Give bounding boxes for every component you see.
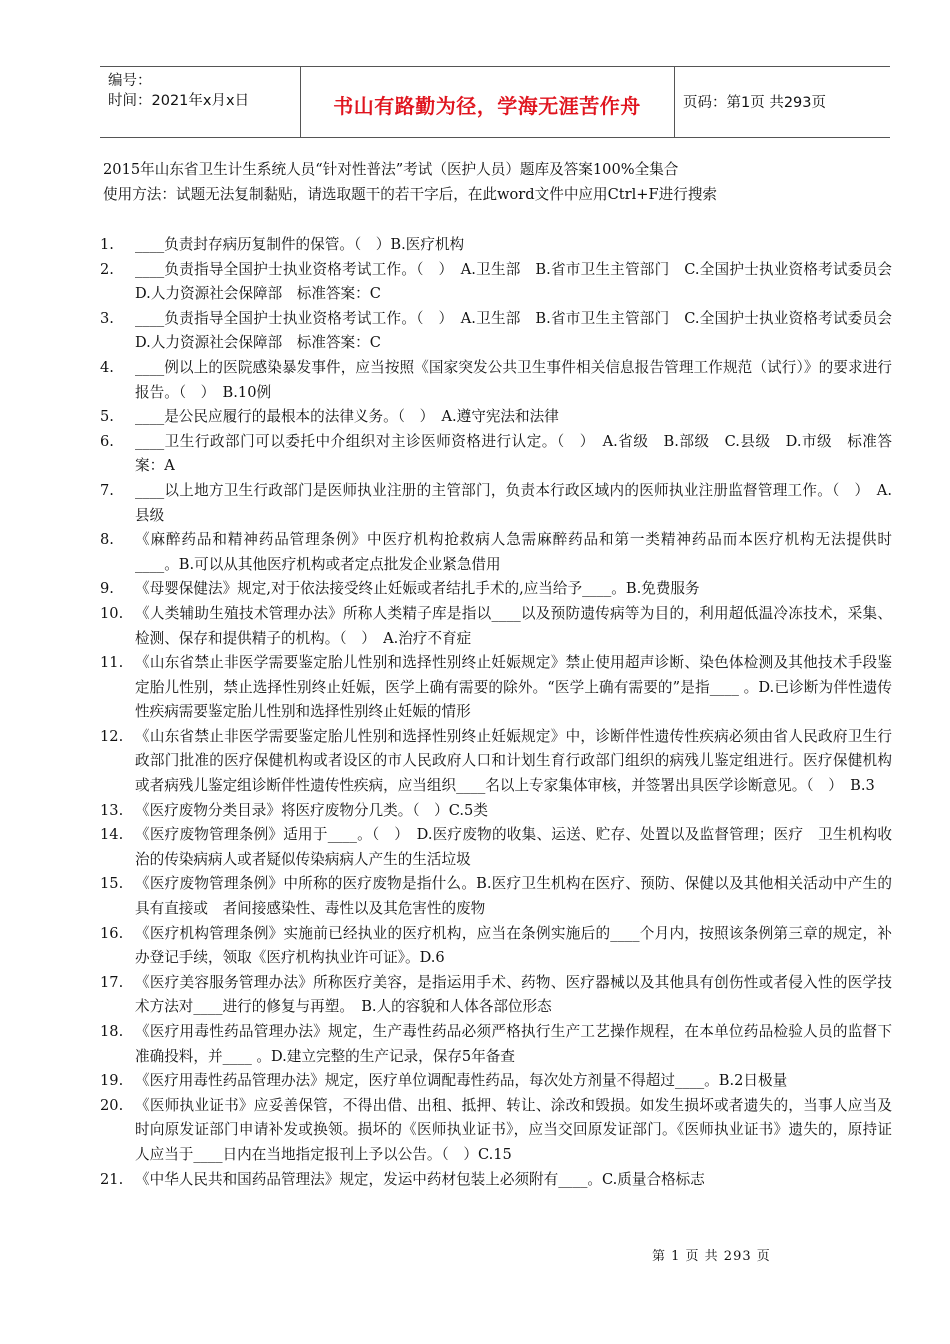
- question-number: 21.: [100, 1170, 124, 1188]
- list-item: [100, 1020, 892, 1069]
- question-number: 15.: [100, 875, 124, 893]
- list-item: [100, 1069, 892, 1094]
- document-number-label: 编号：: [108, 73, 152, 89]
- question-text: ____是公民应履行的最根本的法律义务。（ ） A.遵守宪法和法律: [135, 408, 559, 426]
- question-number: 7.: [100, 481, 114, 499]
- list-item: [100, 307, 907, 356]
- list-item: [100, 258, 907, 307]
- question-number: 6.: [100, 432, 114, 450]
- question-text: 《医疗废物分类目录》将医疗废物分几类。（ ）C.5类: [135, 801, 488, 819]
- question-number: 10.: [100, 604, 124, 622]
- document-time-label: 时间：2021年x月x日: [108, 93, 250, 109]
- list-item: [100, 405, 892, 430]
- list-item: [100, 1094, 892, 1168]
- list-item: [100, 823, 892, 872]
- list-item: [100, 799, 892, 824]
- list-item: [100, 872, 892, 921]
- question-number: 11.: [100, 654, 124, 672]
- question-text: 《母婴保健法》规定,对于依法接受终止妊娠或者结扎手术的,应当给予____。B.免费服务: [135, 580, 700, 598]
- question-number: 14.: [100, 826, 124, 844]
- header-motto-cell: [300, 67, 675, 137]
- question-text: 《人类辅助生殖技术管理办法》所称人类精子库是指以____以及预防遗传病等为目的，利用超低温冷冻技术，采集、检测、保存和提供精子的机构。（ ） A.治疗不育症: [135, 604, 892, 647]
- question-number: 1.: [100, 236, 114, 253]
- question-number: 12.: [100, 727, 124, 745]
- question-text: 《中华人民共和国药品管理法》规定，发运中药材包装上必须附有____。C.质量合格标志: [135, 1170, 705, 1188]
- question-number: 5.: [100, 408, 114, 426]
- question-text: 《麻醉药品和精神药品管理条例》中医疗机构抢救病人急需麻醉药品和第一类精神药品而本医疗机构无法提供时____。B.可以从其他医疗机构或者定点批发企业紧急借用: [135, 531, 892, 573]
- header-motto: 书山有路勤为径，学海无涯苦作舟: [333, 94, 641, 118]
- list-item: [100, 233, 892, 258]
- list-item: [100, 602, 892, 651]
- question-text: 《医疗用毒性药品管理办法》规定，医疗单位调配毒性药品，每次处方剂量不得超过____。B.2日极量: [135, 1072, 788, 1090]
- question-text: 《医疗美容服务管理办法》所称医疗美容，是指运用手术、药物、医疗器械以及其他具有创伤性或者侵入性的医学技术方法对____进行的修复与再塑。 B.人的容貌和人体各部位形态: [135, 973, 892, 1016]
- page-header: [100, 66, 890, 138]
- question-number: 13.: [100, 801, 124, 819]
- usage-instructions: 使用方法：试题无法复制黏贴，请选取题干的若干字后，在此word文件中应用Ctrl+F进行搜索: [103, 186, 718, 203]
- question-text: ____负责指导全国护士执业资格考试工作。（ ） A.卫生部 B.省市卫生主管部门 C.全国护士执业资格考试委员会 D.人力资源社会保障部 标准答案：C: [135, 309, 907, 352]
- question-text: 《医疗用毒性药品管理办法》规定，生产毒性药品必须严格执行生产工艺操作规程，在本单位药品检验人员的监督下准确投料，并____ 。D.建立完整的生产记录，保存5年备查: [135, 1023, 892, 1065]
- question-number: 9.: [100, 580, 114, 598]
- header-page-label: 页码：第1页 共293页: [683, 95, 827, 111]
- question-text: ____负责封存病历复制件的保管。（ ）B.医疗机构: [135, 236, 465, 253]
- header-meta: [100, 67, 301, 137]
- header-page-cell: [675, 67, 890, 137]
- question-text: ____卫生行政部门可以委托中介组织对主诊医师资格进行认定。（ ） A.省级 B.部级 C.县级 D.市级 标准答案：A: [135, 432, 892, 475]
- list-item: [100, 430, 892, 479]
- question-text: ____以上地方卫生行政部门是医师执业注册的主管部门，负责本行政区域内的医师执业注册监督管理工作。（ ） A.县级: [135, 481, 892, 524]
- question-text: 《医疗废物管理条例》适用于____。（ ） D.医疗废物的收集、运送、贮存、处置以及监督管理；医疗 卫生机构收治的传染病病人或者疑似传染病病人产生的生活垃圾: [135, 826, 892, 868]
- list-item: [100, 356, 892, 405]
- question-number: 20.: [100, 1096, 124, 1114]
- list-item: [100, 528, 892, 577]
- question-text: ____例以上的医院感染暴发事件，应当按照《国家突发公共卫生事件相关信息报告管理工作规范（试行）》的要求进行报告。（ ） B.10例: [135, 358, 892, 401]
- question-text: 《医疗机构管理条例》实施前已经执业的医疗机构，应当在条例实施后的____个月内，按照该条例第三章的规定，补办登记手续，领取《医疗机构执业许可证》。D.6: [135, 924, 892, 967]
- question-number: 16.: [100, 924, 124, 942]
- list-item: [100, 971, 892, 1020]
- question-text: 《医疗废物管理条例》中所称的医疗废物是指什么。B.医疗卫生机构在医疗、预防、保健以及其他相关活动中产生的具有直接或 者间接感染性、毒性以及其危害性的废物: [135, 875, 892, 918]
- question-number: 2.: [100, 260, 114, 278]
- list-item: [100, 725, 892, 799]
- question-number: 8.: [100, 531, 114, 549]
- question-number: 17.: [100, 973, 124, 991]
- question-number: 4.: [100, 358, 114, 376]
- question-text: ____负责指导全国护士执业资格考试工作。（ ） A.卫生部 B.省市卫生主管部门 C.全国护士执业资格考试委员会 D.人力资源社会保障部 标准答案：C: [135, 260, 907, 303]
- question-list: [100, 233, 907, 1192]
- list-item: [100, 479, 892, 528]
- document-title: 2015年山东省卫生计生系统人员“针对性普法”考试（医护人员）题库及答案100%全集合: [103, 161, 679, 178]
- question-number: 18.: [100, 1023, 124, 1040]
- question-number: 3.: [100, 309, 114, 327]
- list-item: [100, 577, 892, 602]
- question-text: 《山东省禁止非医学需要鉴定胎儿性别和选择性别终止妊娠规定》禁止使用超声诊断、染色体检测及其他技术手段鉴定胎儿性别，禁止选择性别终止妊娠，医学上确有需要的除外。“医学上确有需要的”是指____ 。D.已诊断为伴性遗传性疾病需要鉴定胎儿性别和选择性别终止妊娠的情形: [135, 654, 892, 721]
- list-item: [100, 1168, 892, 1193]
- list-item: [100, 651, 892, 725]
- page-footer: 第 1 页 共 293 页: [652, 1249, 771, 1264]
- list-item: [100, 922, 892, 971]
- question-number: 19.: [100, 1072, 124, 1090]
- question-text: 《山东省禁止非医学需要鉴定胎儿性别和选择性别终止妊娠规定》中，诊断伴性遗传性疾病必须由省人民政府卫生行政部门批准的医疗保健机构或者设区的市人民政府人口和计划生育行政部门组织的病残儿鉴定组进行。医疗保健机构或者病残儿鉴定组诊断伴性遗传性疾病，应当组织____名以上专家集体审核，并签署出具医学诊断意见。（ ） B.3: [135, 727, 892, 795]
- question-text: 《医师执业证书》应妥善保管，不得出借、出租、抵押、转让、涂改和毁损。如发生损坏或者遗失的，当事人应当及时向原发证部门申请补发或换领。损坏的《医师执业证书》，应当交回原发证部门。《医师执业证书》遗失的，原持证人应当于____日内在当地指定报刊上予以公告。（ ）C.15: [135, 1096, 892, 1163]
- document-intro: [103, 157, 893, 207]
